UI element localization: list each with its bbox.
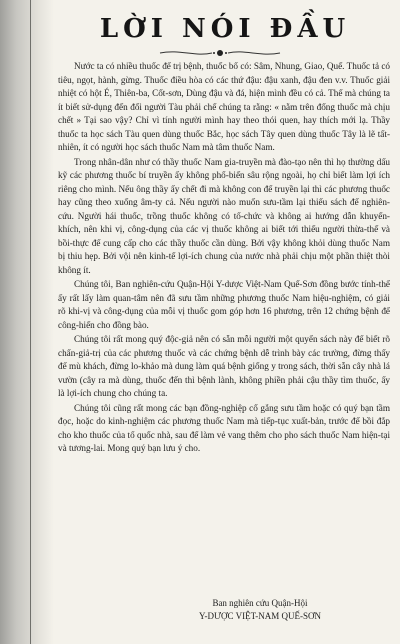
preface-body	[58, 60, 390, 457]
paragraph-5: Chúng tôi cũng rất mong các bạn đồng-nghiệp cố gắng sưu tầm hoặc có quý bạn tầm đọc, hoặc do kinh-nghiệm các phương thuốc Nam mà tiếp-tục xuất-bản, trước để bồi đắp cho kho thuốc của tổ quốc nhà, sau để làm vẻ vang thêm cho pho sách thuốc Nam hiện-tại và tương-lai. Mong quý bạn lưu ý cho.	[58, 402, 390, 453]
ornament-divider-icon	[150, 48, 290, 58]
paragraph-3: Chúng tôi, Ban nghiên-cứu Quận-Hội Y-dược Việt-Nam Quế-Sơn đồng bước tính-thể ấy rất lấy làm quan-tâm nên đã sưu tầm những phương thuốc Nam hiệu-nghiệm, có giải rõ khi-vị và công-dụng của mỗi vị thuốc gom góp hơn 16 phương, trên 12 chứng bệnh để công-hiến cho đồng bào.	[58, 279, 390, 330]
signature-line-1: Ban nghiên cứu Quận-Hội	[212, 598, 308, 608]
paragraph-4: Chúng tôi rất mong quý độc-giả nên có sẵn mỗi người một quyển sách này để biết rõ chẩn-giả-trị của các phương thuốc và các chứng bệnh dễ trình bày các trường, đừng thấy để mù khách, đừng lo-khảo mà dung làm quá bệnh giống y trong sách, thời sẵn cây nhà lá vườn (cây ra mà dùng, thuốc đến thì bệnh lành, không phiền phải cậu thầy tìm thuốc, ấy là lợi-ích chung cho chúng ta.	[58, 334, 390, 398]
signature-block	[150, 597, 370, 623]
binding-line	[30, 0, 31, 644]
paragraph-2: Trong nhân-dân như có thầy thuốc Nam gia-truyền mà đào-tạo nên thì họ thường dấu kỹ các phương thuốc bí truyền ấy không phổ-biến sâu rộng ngoài, họ chỉ biết làm lợi ích riêng cho mình. Nếu ông thầy ấy chết đi mà không con để truyền lại thì các phương thuốc hay cũng theo xuống âm-ty cả. Nếu người nào muốn sưu-tầm lại thiếu sách để nghiên-cứu. Người hái thuốc, trồng thuốc không có tổ-chức và không ai hướng dẫn khuyến-khích, nên khi vị, công-dụng của các vị thuốc không ai biết tới thiếu người thừa-thế và bồi-thực để cung cấp cho các thầy thuốc cần dùng. Bởi vậy không khỏi dùng thuốc Nam bị thiu hẹp. Bởi vội nên kinh-tế lợi-ích chung của nước nhà phải chịu một phần thiệt thòi không ít.	[58, 156, 390, 275]
page-title: LỜI NÓI ĐẦU	[99, 14, 351, 44]
paragraph-1: Nước ta có nhiều thuốc để trị bệnh, thuốc bổ có: Sâm, Nhung, Giao, Quế. Thuốc tả có tiêu, ngọt, hành, gừng. Thuốc điều hòa có các thứ đậu: đậu xanh, đậu đen v.v. Thuốc giải nhiệt có hột É, Thiên-ba, Cốt-sơn, Dùng đậu và đá, hiện mình đều có cả. Thế mà chúng ta ít biết sử-dụng đến đối người Tàu phải chế chúng ta rằng: « nằm trên đống thuốc mà chịu chết » Tại sao vậy? Chỉ vì tính người mình hay theo thói quen, hay thích mới lạ. Thầy thuốc ta học sách Tàu quen dùng thuốc Bắc, học sách Tây quen dùng thuốc Tây là lẽ tất-nhiên, ít có người học sách thuốc Nam mà tâm thuốc Nam.	[58, 61, 390, 152]
page-gutter-shadow	[0, 0, 54, 644]
signature-line-2: Y-DƯỢC VIỆT-NAM QUẾ-SƠN	[199, 611, 321, 621]
